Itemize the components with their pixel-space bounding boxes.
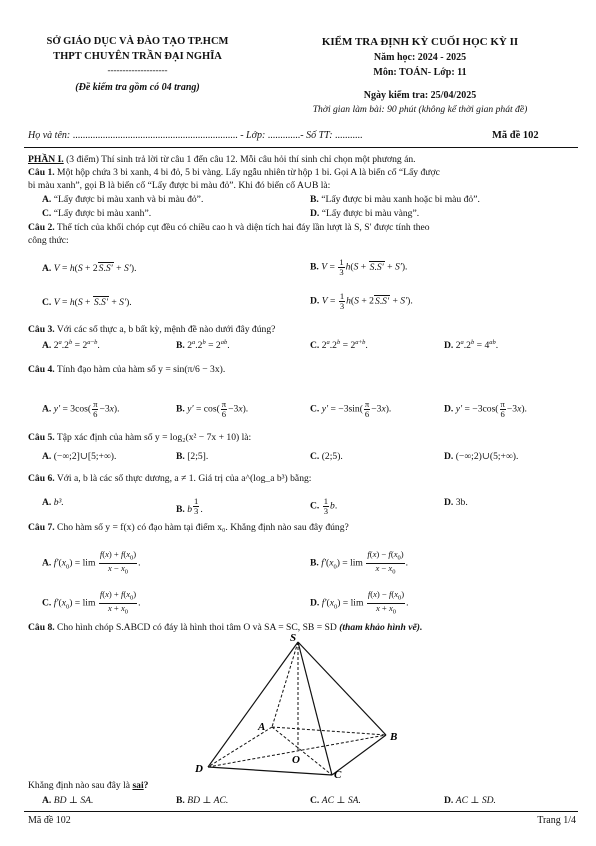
seat-label: Số TT: <box>303 130 336 141</box>
exam-date: Ngày kiểm tra: 25/04/2025 <box>363 90 477 101</box>
department-name: SỞ GIÁO DỤC VÀ ĐÀO TẠO TP.HCM <box>46 36 229 47</box>
q7-option-a[interactable]: A. $f'(x_0) = \lim$ $\frac{f(x) + f(x_0)}{x - x_0}$ . <box>42 549 141 576</box>
q6-option-c[interactable]: C. $\frac{1}{3}$ b. <box>310 496 338 516</box>
label-c: C <box>334 769 342 780</box>
student-info-line <box>28 130 363 141</box>
pages-note: (Đề kiểm tra gồm có 04 trang) <box>75 82 200 93</box>
header-dashes: -------------------- <box>107 65 168 75</box>
q1-text-cont: bi màu xanh”, gọi B là biến cố “Lấy được bi màu đỏ”. Khi đó biến cố A∪B là: <box>28 180 331 191</box>
q8-option-d[interactable]: D. AC ⊥ SD. <box>444 795 496 806</box>
q7-option-d[interactable]: D. $f'(x_0) = \lim$ $\frac{f(x) - f(x_0)}{x + x_0}$ . <box>310 589 409 616</box>
label-a: A <box>258 721 266 733</box>
q4-option-b[interactable]: B. y′ = cos( $\frac{\pi}{6}$ −3x). <box>176 399 249 419</box>
q5-option-c[interactable]: C. (2;5). <box>310 451 343 462</box>
part1-heading: PHẦN I. (3 điểm) Thí sinh trả lời từ câu 1 đến câu 12. Mỗi câu hỏi thí sinh chỉ chọn một phương án. <box>28 154 416 165</box>
q1-option-b[interactable]: B. “Lấy được bi màu xanh hoặc bi màu đỏ”. <box>310 194 480 205</box>
q8-text: Câu 8. Cho hình chóp S.ABCD có đáy là hình thoi tâm O và SA = SC, SB = SD (tham khảo hình vẽ). <box>28 622 423 633</box>
q3-option-b[interactable]: B. $2^a.2^b = 2^{ab}$. <box>176 339 230 352</box>
exam-code: Mã đề 102 <box>492 130 539 141</box>
q8-question: Khẳng định nào sau đây là sai? <box>28 780 149 791</box>
class-label: - Lớp: <box>237 130 268 141</box>
label-b: B <box>390 731 398 743</box>
q2-option-b[interactable]: B. V = $\frac{1}{3}$ h(S + S.S′ + S′). <box>310 257 408 277</box>
duration-note: Thời gian làm bài: 90 phút (không kể thời gian phát đề) <box>312 104 528 115</box>
edge-dc <box>208 767 332 775</box>
q8-option-b[interactable]: B. BD ⊥ AC. <box>176 795 229 806</box>
label-o: O <box>292 754 300 766</box>
name-label: Họ và tên: <box>28 130 73 141</box>
footer-divider <box>24 811 578 812</box>
q1-option-a[interactable]: A. “Lấy được bi màu xanh và bi màu đỏ”. <box>42 194 204 205</box>
q6-option-d[interactable]: D. 3b. <box>444 497 468 508</box>
q2-option-d[interactable]: D. V = $\frac{1}{3}$ h(S + 2S.S′ + S′). <box>310 291 413 311</box>
q4-option-a[interactable]: A. y′ = 3cos( $\frac{\pi}{6}$ −3x). <box>42 399 120 419</box>
q5-text: Câu 5. Tập xác định của hàm số y = log₂(x² − 7x + 10) là: <box>28 432 252 443</box>
q6-text: Câu 6. Với a, b là các số thực dương, a ≠ 1. Giá trị của a^(log_a b³) bằng: <box>28 473 312 484</box>
q2-option-c[interactable]: C. V = h(S + S.S′ + S′). <box>42 297 132 308</box>
seat-field[interactable]: ........... <box>335 130 363 141</box>
q4-option-c[interactable]: C. y′ = −3sin( $\frac{\pi}{6}$ −3x). <box>310 399 392 419</box>
label-d: D <box>195 763 203 775</box>
q7-option-c[interactable]: C. $f'(x_0) = \lim$ $\frac{f(x) + f(x_0)}{x + x_0}$ . <box>42 589 141 616</box>
exam-title: KIỂM TRA ĐỊNH KỲ CUỐI HỌC KỲ II <box>321 36 519 48</box>
edge-sc <box>298 642 332 775</box>
q5-option-a[interactable]: A. (−∞;2]∪[5;+∞). <box>42 451 117 462</box>
q4-text: Câu 4. Tính đạo hàm của hàm số y = sin(π/6 − 3x). <box>28 364 226 375</box>
name-field[interactable]: .................................................................. <box>72 130 238 141</box>
q5-option-b[interactable]: B. [2;5]. <box>176 451 209 462</box>
q6-option-a[interactable]: A. b³. <box>42 497 64 508</box>
q2-option-a[interactable]: A. V = h(S + 2S.S′ + S′). <box>42 263 137 274</box>
school-year: Năm học: 2024 - 2025 <box>373 52 467 63</box>
q4-option-d[interactable]: D. y′ = −3cos( $\frac{\pi}{6}$ −3x). <box>444 399 527 419</box>
footer-page-number: Trang 1/4 <box>537 815 576 826</box>
q8-option-c[interactable]: C. AC ⊥ SA. <box>310 795 361 806</box>
q1-option-d[interactable]: D. “Lấy được bi màu vàng”. <box>310 208 420 219</box>
class-field[interactable]: .............- <box>267 130 304 141</box>
subject: Môn: TOÁN- Lớp: 11 <box>373 67 467 78</box>
diag-ac <box>272 727 332 775</box>
q6-option-b[interactable]: B. b $^{\frac{1}{3}}$ . <box>176 496 203 516</box>
edge-sa <box>272 642 298 727</box>
edge-sd <box>208 642 298 767</box>
q5-option-d[interactable]: D. (−∞;2)∪(5;+∞). <box>444 451 519 462</box>
q7-option-b[interactable]: B. $f'(x_0) = \lim$ $\frac{f(x) - f(x_0)}{x - x_0}$ . <box>310 549 409 576</box>
school-name: THPT CHUYÊN TRẦN ĐẠI NGHĨA <box>53 51 222 62</box>
q8-option-a[interactable]: A. BD ⊥ SA. <box>42 795 94 806</box>
q3-option-a[interactable]: A. $2^a.2^b = 2^{a-b}$. <box>42 339 100 352</box>
edge-ab <box>272 727 386 735</box>
q3-text: Câu 3. Với các số thực a, b bất kỳ, mệnh đề nào dưới đây đúng? <box>28 324 276 335</box>
q1-option-c[interactable]: C. “Lấy được bi màu xanh”. <box>42 208 152 219</box>
q7-text: Câu 7. Cho hàm số y = f(x) có đạo hàm tại điểm x₀. Khẳng định nào sau đây đúng? <box>28 522 349 533</box>
pyramid-diagram <box>190 632 420 780</box>
edge-sb <box>298 642 386 735</box>
q3-option-c[interactable]: C. $2^a.2^b = 2^{a+b}$. <box>310 339 368 352</box>
q3-option-d[interactable]: D. $2^a.2^b = 4^{ab}$. <box>444 339 499 352</box>
q1-text: Câu 1. Một hộp chứa 3 bi xanh, 4 bi đỏ, 5 bi vàng. Lấy ngẫu nhiên từ hộp 1 bi. Gọi A là biến cố “Lấy được <box>28 167 440 178</box>
q2-text: Câu 2. Thể tích của khối chóp cụt đều có chiều cao h và diện tích hai đáy lần lượt là S, S′ được tính theo <box>28 222 430 233</box>
header-divider <box>24 147 578 148</box>
label-s: S <box>290 632 297 644</box>
q2-text-cont: công thức: <box>28 235 69 246</box>
footer-exam-code: Mã đề 102 <box>28 815 71 826</box>
